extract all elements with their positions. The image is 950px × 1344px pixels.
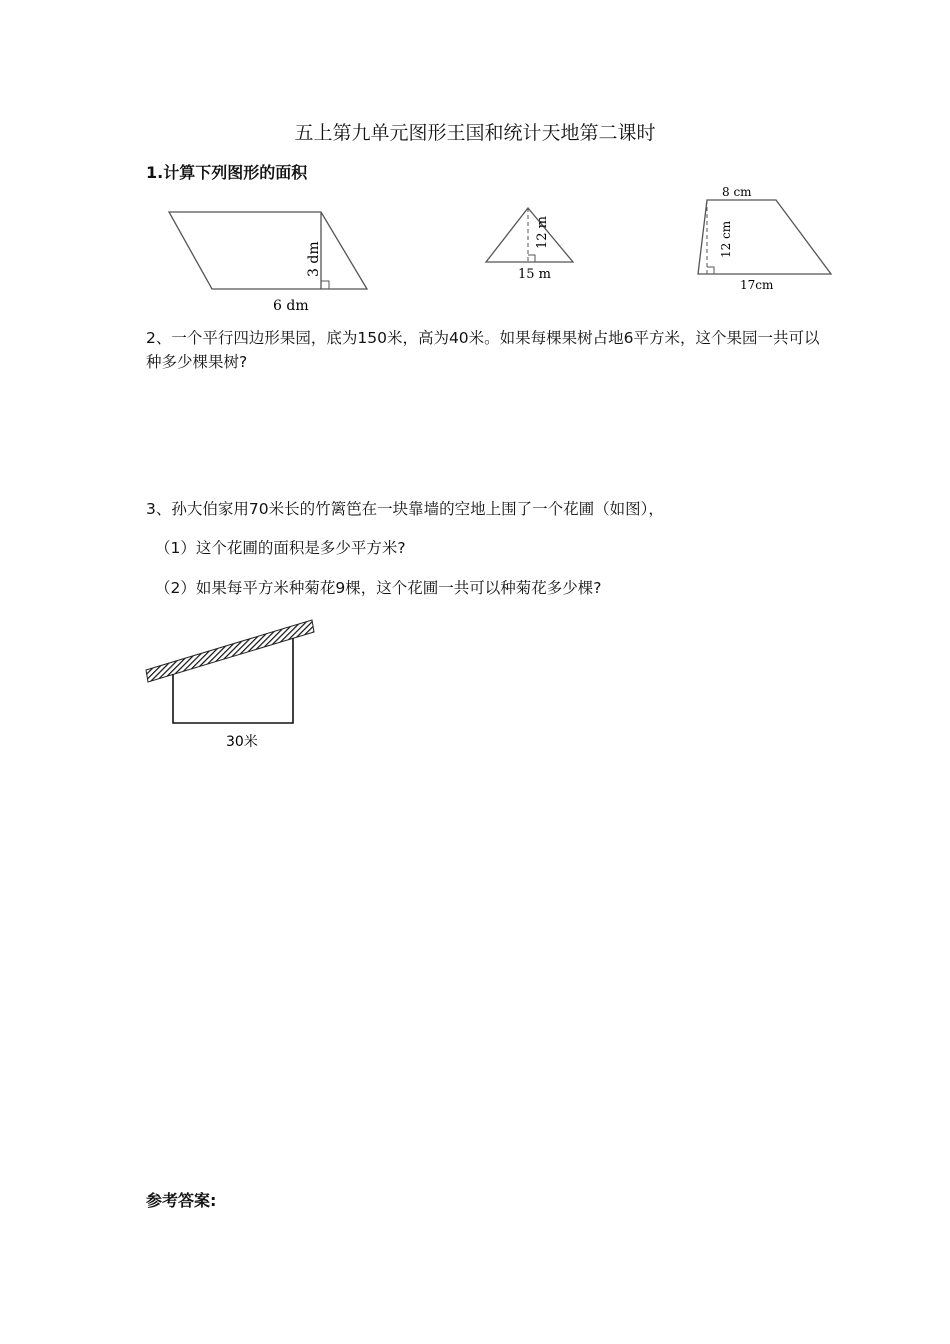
triangle-figure bbox=[480, 205, 580, 285]
question-3: 3、孙大伯家用70米长的竹篱笆在一块靠墙的空地上围了一个花圃（如图）， bbox=[146, 500, 664, 518]
garden-figure bbox=[140, 612, 325, 757]
wall bbox=[146, 620, 314, 682]
triangle-height-label: 12 m bbox=[535, 215, 550, 249]
parallelogram-base-label: 6 dm bbox=[273, 298, 309, 314]
question-2: 2、一个平行四边形果园，底为150米，高为40米。如果每棵果树占地6平方米，这个果园一共可以种多少棵果树? bbox=[146, 329, 820, 371]
right-angle-mark bbox=[321, 281, 329, 289]
parallelogram-figure bbox=[160, 205, 380, 315]
question-1-heading: 1.计算下列图形的面积 bbox=[146, 163, 308, 182]
right-angle-mark bbox=[528, 255, 535, 262]
answers-heading: 参考答案: bbox=[146, 1191, 217, 1210]
trapezoid-height-label: 12 cm bbox=[719, 220, 733, 258]
question-3-part-2: （2）如果每平方米种菊花9棵，这个花圃一共可以种菊花多少棵? bbox=[155, 579, 602, 597]
parallelogram-height-label: 3 dm bbox=[306, 241, 322, 277]
triangle-base-label: 15 m bbox=[518, 267, 552, 282]
trapezoid-top-label: 8 cm bbox=[722, 185, 752, 199]
question-3-part-1: （1）这个花圃的面积是多少平方米? bbox=[155, 539, 406, 557]
trapezoid-shape bbox=[698, 200, 831, 274]
right-angle-mark bbox=[707, 267, 714, 274]
page-title: 五上第九单元图形王国和统计天地第二课时 bbox=[294, 122, 656, 144]
trapezoid-figure bbox=[690, 183, 840, 293]
triangle-shape bbox=[486, 208, 573, 262]
parallelogram-shape bbox=[169, 212, 367, 289]
garden-base-label: 30米 bbox=[226, 734, 258, 750]
trapezoid-bottom-label: 17cm bbox=[740, 278, 774, 292]
